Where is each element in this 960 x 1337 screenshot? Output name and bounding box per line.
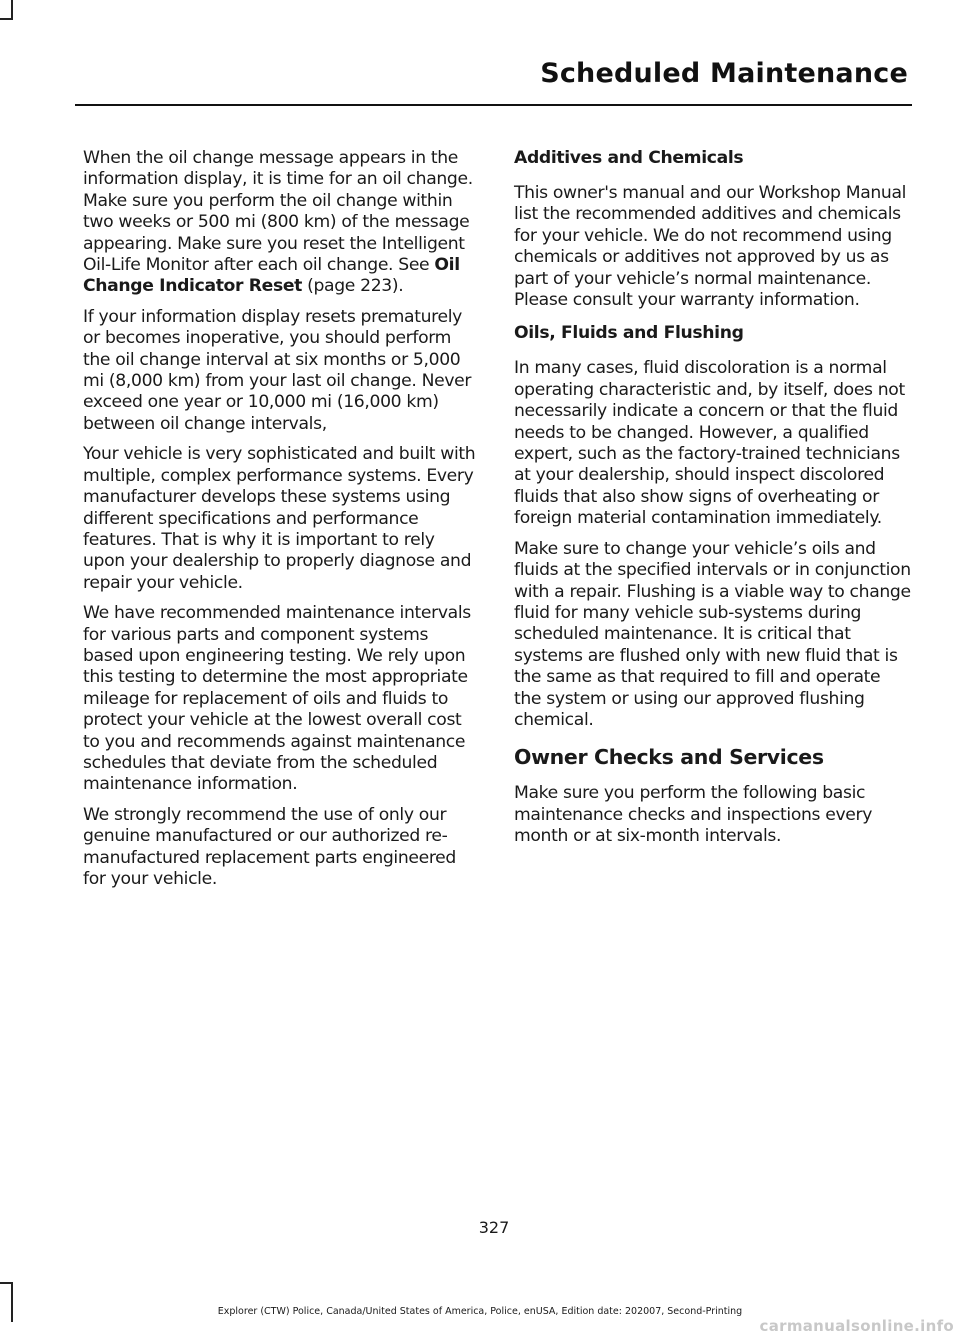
- cross-reference-link[interactable]: Oil Change Indicator Reset: [83, 255, 460, 297]
- paragraph-display-resets: If your information display resets prematurely or becomes inoperative, you should perform the oil change interval at six months or 5,000 mi (8,000 km) from your last oil change. Never exceed one year or 10,000 mi (16,000 km) between oil change intervals,: [83, 306, 472, 434]
- paragraph-fluid-discoloration: In many cases, fluid discoloration is a normal operating characteristic and, by itself, does not necessarily indicate a concern or that the fluid needs to be changed. However, a qualified expert, such as the factory-trained technicians at your dealership, should inspect discolored fluids that also show signs of overheating or foreign material contamination immediately.: [514, 358, 905, 529]
- heading-oils-fluids-flushing: Oils, Fluids and Flushing: [514, 323, 744, 344]
- paragraph-recommended-intervals: We have recommended maintenance intervals for various parts and component systems based upon engineering testing. We rely upon this testing to determine the most appropriate mileage for replacement of oils and fluids to protect your vehicle at the lowest overall cost to you and recommends against maintenance schedules that deviate from the scheduled maintenance information.: [83, 603, 471, 795]
- right-column: [514, 148, 912, 857]
- crop-mark-top-left-horizontal: [0, 18, 13, 20]
- paragraph-additives: This owner's manual and our Workshop Manual list the recommended additives and chemicals for your vehicle. We do not recommend using chemicals or additives not approved by us as part of your vehicle’s normal maintenance. Please consult your warranty information.: [514, 183, 907, 311]
- crop-mark-bottom-left-horizontal: [0, 1282, 13, 1284]
- paragraph-oil-change-message: [83, 148, 479, 298]
- paragraph-change-fluids: Make sure to change your vehicle’s oils and fluids at the specified intervals or in conjunction with a repair. Flushing is a viable way to change fluid for many vehicle sub-systems during scheduled maintenance. It is critical that systems are flushed only with new fluid that is the same as that required to fill and operate the system or using our approved flushing chemical.: [514, 538, 911, 730]
- crop-mark-top-left-vertical: [11, 0, 13, 20]
- page-reference: (page 223).: [302, 276, 404, 297]
- paragraph-text: When the oil change message appears in the information display, it is time for an oil change. Make sure you perform the oil change within two weeks or 500 mi (800 km) of the message appearing. Make sure you reset the Intelligent Oil-Life Monitor after each oil change. See: [83, 148, 473, 276]
- heading-additives-chemicals: Additives and Chemicals: [514, 148, 744, 168]
- paragraph-sophisticated-vehicle: Your vehicle is very sophisticated and built with multiple, complex performance systems. Every manufacturer develops these systems using different specifications and performance features. That is why it is important to rely upon your dealership to properly diagnose and repair your vehicle.: [83, 444, 476, 593]
- heading-owner-checks-services: Owner Checks and Services: [514, 745, 824, 770]
- edition-footer: Explorer (CTW) Police, Canada/United States of America, Police, enUSA, Edition date: 202007, Second-Printing: [217, 1306, 743, 1317]
- page-number: 327: [478, 1218, 510, 1237]
- page-title: Scheduled Maintenance: [540, 58, 908, 89]
- paragraph-owner-checks: Make sure you perform the following basic maintenance checks and inspections every month or at six-month intervals.: [514, 783, 873, 847]
- watermark: carmanualsonline.info: [759, 1317, 954, 1335]
- left-column: [83, 148, 479, 899]
- header-divider: [75, 104, 912, 106]
- paragraph-genuine-parts: We strongly recommend the use of only our genuine manufactured or our authorized re-manufactured replacement parts engineered for your vehicle.: [83, 804, 456, 889]
